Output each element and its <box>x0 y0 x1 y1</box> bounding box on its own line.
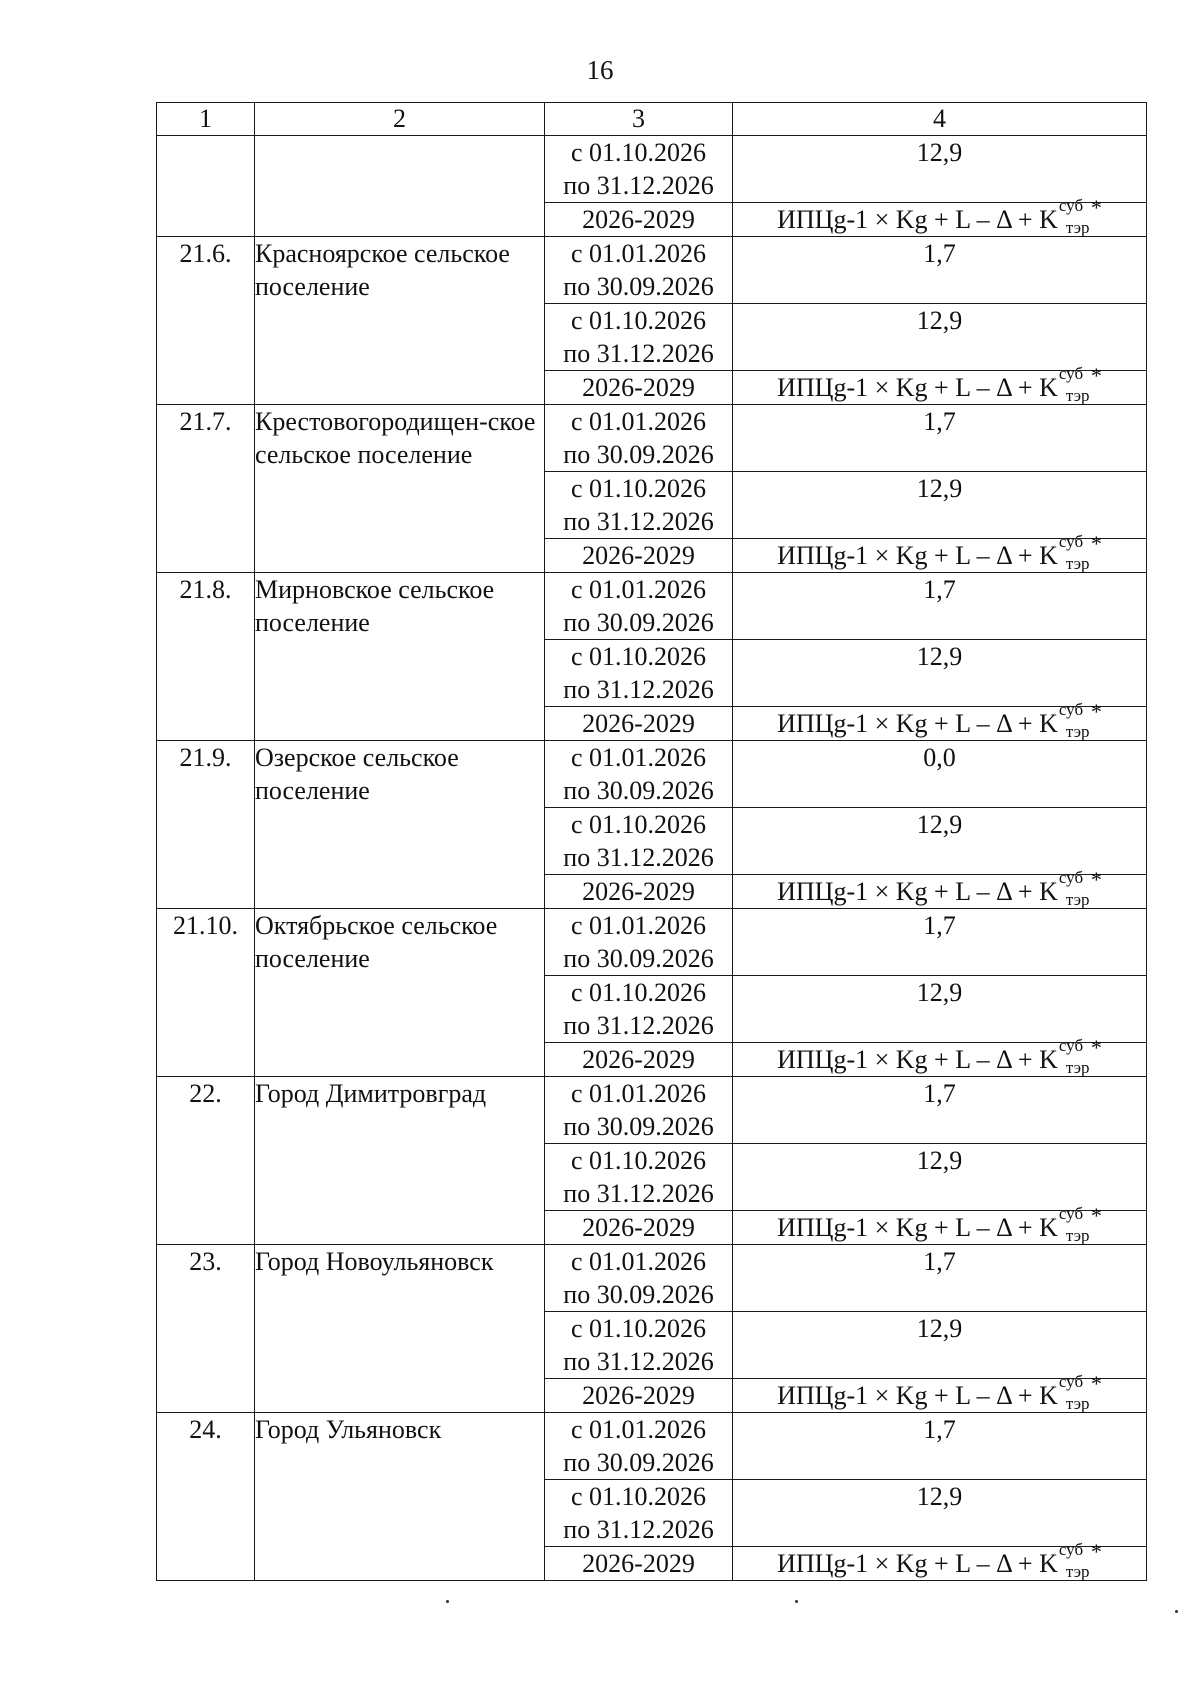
period-range: 2026-2029 <box>545 371 733 405</box>
formula-superscript: суб <box>1058 700 1084 719</box>
period-range: 2026-2029 <box>545 203 733 237</box>
row-number: 23. <box>157 1245 255 1413</box>
formula-asterisk: * <box>1090 1203 1102 1228</box>
formula-superscript: суб <box>1058 364 1084 383</box>
period-start: с 01.10.2026 <box>570 1482 707 1511</box>
formula-index <box>1058 531 1102 573</box>
scan-speck <box>1175 1610 1178 1613</box>
formula-asterisk: * <box>1090 699 1102 724</box>
settlement-name <box>255 136 545 237</box>
formula-subscript: тэр <box>1065 554 1090 573</box>
period-end: по 31.12.2026 <box>563 339 714 368</box>
tariff-value: 12,9 <box>733 136 1147 203</box>
period-end: по 31.12.2026 <box>563 1011 714 1040</box>
period-cell <box>545 909 733 976</box>
formula-superscript: суб <box>1058 196 1084 215</box>
formula-subscript: тэр <box>1065 218 1090 237</box>
header-cell-4: 4 <box>733 103 1147 136</box>
row-number: 21.7. <box>157 405 255 573</box>
table-row <box>157 136 1147 203</box>
row-number: 21.6. <box>157 237 255 405</box>
formula-superscript: суб <box>1058 532 1084 551</box>
formula-cell <box>733 1371 1147 1413</box>
tariff-value: 1,7 <box>733 1077 1147 1144</box>
period-end: по 30.09.2026 <box>563 776 714 805</box>
tariff-value: 12,9 <box>733 304 1147 371</box>
period-cell <box>545 1077 733 1144</box>
tariff-value: 12,9 <box>733 1144 1147 1211</box>
period-start: с 01.01.2026 <box>570 743 707 772</box>
formula-index <box>1058 1035 1102 1077</box>
tariff-value: 1,7 <box>733 573 1147 640</box>
period-end: по 31.12.2026 <box>563 1347 714 1376</box>
formula-subscript: тэр <box>1065 1226 1090 1245</box>
period-start: с 01.10.2026 <box>570 1146 707 1175</box>
settlement-name: Город Новоульяновск <box>255 1245 545 1413</box>
formula-asterisk: * <box>1090 363 1102 388</box>
tariff-table-body <box>157 103 1147 1581</box>
period-start: с 01.10.2026 <box>570 1314 707 1343</box>
settlement-name: Озерское сельское поселение <box>255 741 545 909</box>
table-row <box>157 1077 1147 1144</box>
header-cell-1: 1 <box>157 103 255 136</box>
formula-subscript: тэр <box>1065 1058 1090 1077</box>
settlement-name: Город Ульяновск <box>255 1413 545 1581</box>
formula-subscript: тэр <box>1065 890 1090 909</box>
formula-text: ИПЦg-1 × Kg + L – Δ + K <box>777 205 1058 234</box>
formula-superscript: суб <box>1058 1204 1084 1223</box>
formula-subscript: тэр <box>1065 1394 1090 1413</box>
formula-cell <box>733 531 1147 573</box>
formula-index <box>1058 1539 1102 1581</box>
settlement-name: Крестовогородищен-ское сельское поселение <box>255 405 545 573</box>
tariff-value: 1,7 <box>733 237 1147 304</box>
row-number: 21.10. <box>157 909 255 1077</box>
period-end: по 31.12.2026 <box>563 507 714 536</box>
scan-speck <box>795 1600 798 1603</box>
tariff-value: 12,9 <box>733 640 1147 707</box>
period-end: по 30.09.2026 <box>563 1448 714 1477</box>
row-number: 24. <box>157 1413 255 1581</box>
row-number: 21.8. <box>157 573 255 741</box>
period-start: с 01.10.2026 <box>570 306 707 335</box>
formula-subscript: тэр <box>1065 722 1090 741</box>
formula-index <box>1058 1371 1102 1413</box>
period-start: с 01.01.2026 <box>570 239 707 268</box>
formula-asterisk: * <box>1090 867 1102 892</box>
table-row <box>157 573 1147 640</box>
period-end: по 31.12.2026 <box>563 1179 714 1208</box>
period-end: по 30.09.2026 <box>563 1112 714 1141</box>
formula-asterisk: * <box>1090 1035 1102 1060</box>
formula-cell <box>733 363 1147 405</box>
period-cell <box>545 237 733 304</box>
formula-text: ИПЦg-1 × Kg + L – Δ + K <box>777 541 1058 570</box>
formula-text: ИПЦg-1 × Kg + L – Δ + K <box>777 709 1058 738</box>
tariff-value: 12,9 <box>733 1480 1147 1547</box>
row-number: 22. <box>157 1077 255 1245</box>
formula-index <box>1058 867 1102 909</box>
period-end: по 31.12.2026 <box>563 1515 714 1544</box>
period-cell <box>545 808 733 875</box>
header-cell-2: 2 <box>255 103 545 136</box>
period-start: с 01.10.2026 <box>570 642 707 671</box>
settlement-name: Город Димитровград <box>255 1077 545 1245</box>
period-range: 2026-2029 <box>545 875 733 909</box>
formula-subscript: тэр <box>1065 1562 1090 1581</box>
period-end: по 30.09.2026 <box>563 944 714 973</box>
period-cell <box>545 640 733 707</box>
tariff-value: 0,0 <box>733 741 1147 808</box>
period-end: по 30.09.2026 <box>563 272 714 301</box>
formula-text: ИПЦg-1 × Kg + L – Δ + K <box>777 877 1058 906</box>
table-row <box>157 1413 1147 1480</box>
period-cell <box>545 741 733 808</box>
period-start: с 01.10.2026 <box>570 978 707 1007</box>
tariff-value: 12,9 <box>733 976 1147 1043</box>
formula-cell <box>733 867 1147 909</box>
period-start: с 01.01.2026 <box>570 1079 707 1108</box>
formula-superscript: суб <box>1058 1540 1084 1559</box>
formula-asterisk: * <box>1090 531 1102 556</box>
row-number: 21.9. <box>157 741 255 909</box>
tariff-value: 1,7 <box>733 909 1147 976</box>
table-row <box>157 237 1147 304</box>
formula-text: ИПЦg-1 × Kg + L – Δ + K <box>777 1045 1058 1074</box>
period-end: по 31.12.2026 <box>563 171 714 200</box>
period-cell <box>545 405 733 472</box>
period-range: 2026-2029 <box>545 1379 733 1413</box>
formula-cell <box>733 1203 1147 1245</box>
settlement-name: Октябрьское сельское поселение <box>255 909 545 1077</box>
period-range: 2026-2029 <box>545 539 733 573</box>
period-end: по 31.12.2026 <box>563 675 714 704</box>
formula-cell <box>733 195 1147 237</box>
formula-asterisk: * <box>1090 195 1102 220</box>
period-range: 2026-2029 <box>545 1547 733 1581</box>
period-range: 2026-2029 <box>545 1043 733 1077</box>
period-start: с 01.01.2026 <box>570 1415 707 1444</box>
period-cell <box>545 304 733 371</box>
formula-superscript: суб <box>1058 868 1084 887</box>
period-range: 2026-2029 <box>545 707 733 741</box>
period-range: 2026-2029 <box>545 1211 733 1245</box>
formula-superscript: суб <box>1058 1036 1084 1055</box>
period-end: по 30.09.2026 <box>563 440 714 469</box>
period-cell <box>545 976 733 1043</box>
table-row <box>157 1245 1147 1312</box>
scan-speck <box>446 1600 449 1603</box>
formula-asterisk: * <box>1090 1371 1102 1396</box>
formula-index <box>1058 195 1102 237</box>
table-row <box>157 405 1147 472</box>
header-row <box>157 103 1147 136</box>
period-start: с 01.01.2026 <box>570 911 707 940</box>
period-start: с 01.10.2026 <box>570 810 707 839</box>
formula-asterisk: * <box>1090 1539 1102 1564</box>
formula-index <box>1058 363 1102 405</box>
period-cell <box>545 1480 733 1547</box>
settlement-name: Красноярское сельское поселение <box>255 237 545 405</box>
settlement-name: Мирновское сельское поселение <box>255 573 545 741</box>
period-start: с 01.01.2026 <box>570 407 707 436</box>
formula-subscript: тэр <box>1065 386 1090 405</box>
tariff-table <box>156 102 1147 1581</box>
tariff-value: 1,7 <box>733 405 1147 472</box>
formula-index <box>1058 699 1102 741</box>
period-start: с 01.10.2026 <box>570 138 707 167</box>
period-start: с 01.01.2026 <box>570 575 707 604</box>
period-cell <box>545 472 733 539</box>
table-row <box>157 741 1147 808</box>
period-start: с 01.01.2026 <box>570 1247 707 1276</box>
tariff-value: 12,9 <box>733 808 1147 875</box>
page-number: 16 <box>586 55 614 85</box>
formula-cell <box>733 1035 1147 1077</box>
formula-cell <box>733 699 1147 741</box>
formula-superscript: суб <box>1058 1372 1084 1391</box>
formula-text: ИПЦg-1 × Kg + L – Δ + K <box>777 1381 1058 1410</box>
table-row <box>157 909 1147 976</box>
formula-index <box>1058 1203 1102 1245</box>
period-end: по 30.09.2026 <box>563 1280 714 1309</box>
period-cell <box>545 136 733 203</box>
formula-text: ИПЦg-1 × Kg + L – Δ + K <box>777 373 1058 402</box>
formula-text: ИПЦg-1 × Kg + L – Δ + K <box>777 1213 1058 1242</box>
header-cell-3: 3 <box>545 103 733 136</box>
tariff-value: 1,7 <box>733 1245 1147 1312</box>
tariff-value: 12,9 <box>733 472 1147 539</box>
period-start: с 01.10.2026 <box>570 474 707 503</box>
period-end: по 30.09.2026 <box>563 608 714 637</box>
period-cell <box>545 1245 733 1312</box>
period-cell <box>545 1144 733 1211</box>
tariff-value: 12,9 <box>733 1312 1147 1379</box>
period-cell <box>545 573 733 640</box>
row-number <box>157 136 255 237</box>
period-end: по 31.12.2026 <box>563 843 714 872</box>
period-cell <box>545 1413 733 1480</box>
formula-text: ИПЦg-1 × Kg + L – Δ + K <box>777 1549 1058 1578</box>
tariff-value: 1,7 <box>733 1413 1147 1480</box>
formula-cell <box>733 1539 1147 1581</box>
period-cell <box>545 1312 733 1379</box>
